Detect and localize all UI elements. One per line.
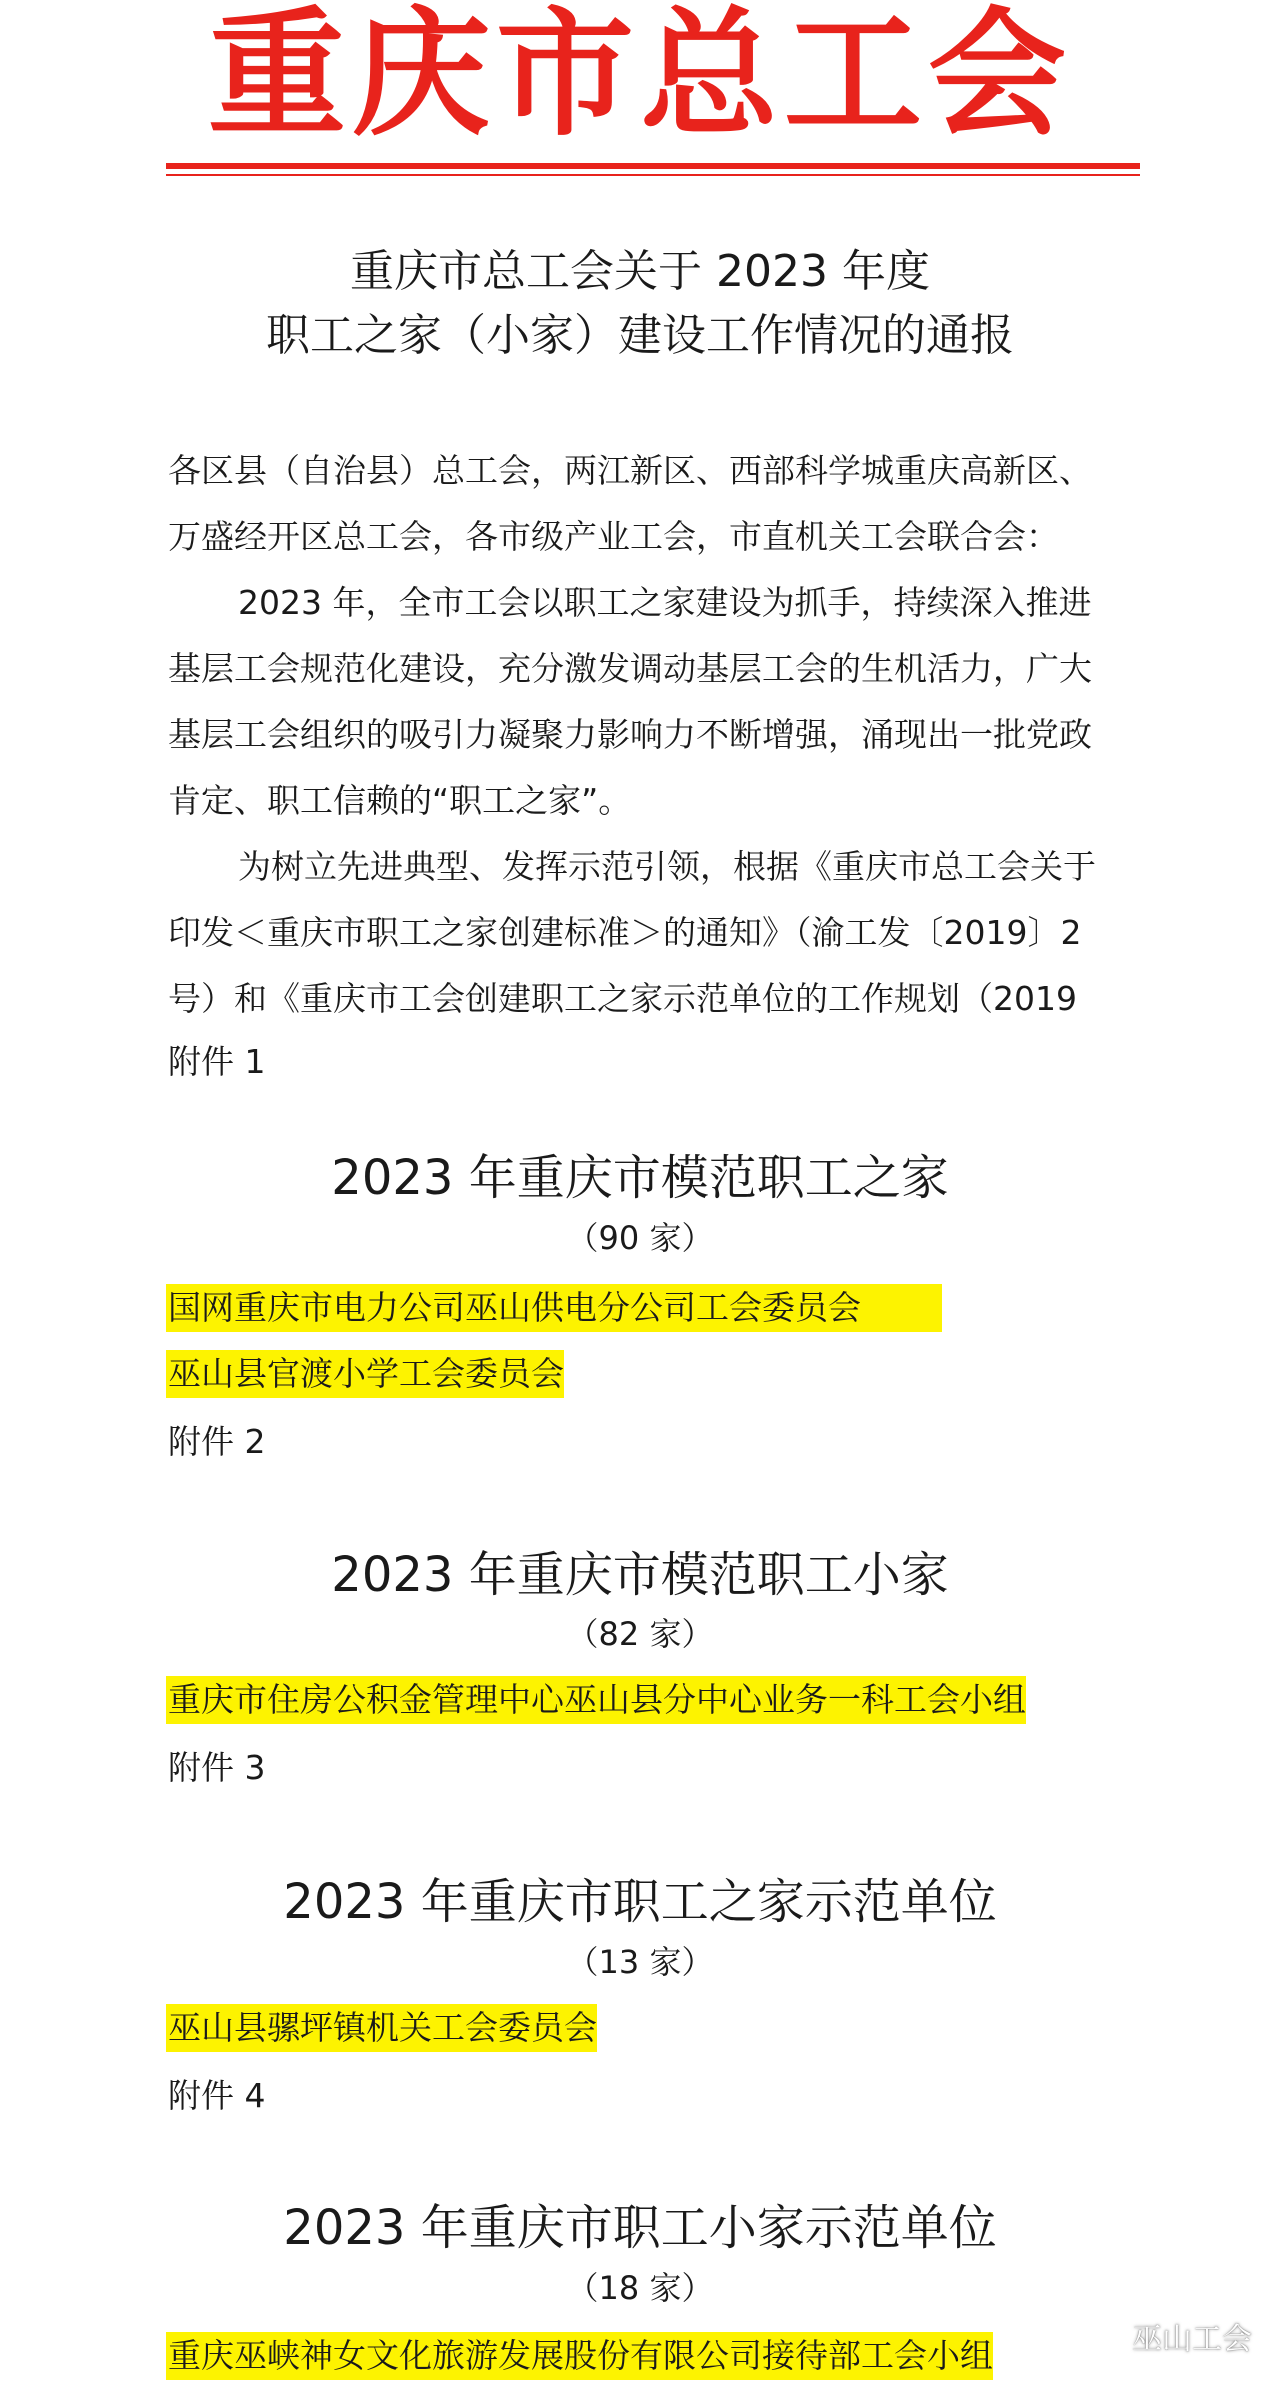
masthead [0,0,1280,180]
annex-heading: 2023 年重庆市模范职工之家 [331,1150,949,1206]
masthead-org-name: 重庆市总工会 [207,0,1072,155]
body-line: 肯定、职工信赖的“职工之家”。 [168,781,632,820]
annex-count: （90 家） [566,1219,714,1257]
body-line: 2023 年，全市工会以职工之家建设为抓手，持续深入推进 [238,583,1092,622]
wechat-icon [1084,2319,1124,2353]
body-line: 万盛经开区总工会，各市级产业工会，市直机关工会联合会： [168,517,1059,556]
body-line: 各区县（自治县）总工会，两江新区、西部科学城重庆高新区、 [168,451,1092,490]
body-line: 基层工会组织的吸引力凝聚力影响力不断增强，涌现出一批党政 [168,715,1092,754]
highlighted-unit: 重庆市住房公积金管理中心巫山县分中心业务一科工会小组 [166,1676,1026,1724]
highlighted-unit: 巫山县骡坪镇机关工会委员会 [166,2004,597,2052]
annex-label: 附件 1 [168,1042,266,1081]
body-line: 印发＜重庆市职工之家创建标准＞的通知》（渝工发〔2019〕2 [168,913,1082,952]
annex-heading: 2023 年重庆市模范职工小家 [331,1547,949,1603]
masthead-rule-thin [166,174,1140,176]
doc-title-line1: 重庆市总工会关于 2023 年度 [350,246,930,297]
annex-heading: 2023 年重庆市职工之家示范单位 [283,1874,997,1930]
annex-label: 附件 2 [168,1422,266,1461]
annex-count: （13 家） [566,1943,714,1981]
annex-heading: 2023 年重庆市职工小家示范单位 [283,2200,997,2256]
highlighted-unit: 巫山县官渡小学工会委员会 [166,1350,564,1398]
annex-count: （18 家） [566,2269,714,2307]
highlighted-unit: 国网重庆市电力公司巫山供电分公司工会委员会 [166,1284,942,1332]
annex-label: 附件 4 [168,2076,266,2115]
body-line: 为树立先进典型、发挥示范引领，根据《重庆市总工会关于 [238,847,1096,886]
doc-title-line2: 职工之家（小家）建设工作情况的通报 [266,310,1014,361]
annex-label: 附件 3 [168,1748,266,1787]
account-watermark [1084,2314,1252,2358]
body-line: 号）和《重庆市工会创建职工之家示范单位的工作规划（2019 [168,979,1077,1018]
masthead-rule-thick [166,163,1140,169]
highlighted-unit: 重庆巫峡神女文化旅游发展股份有限公司接待部工会小组 [166,2332,993,2380]
annex-count: （82 家） [566,1615,714,1653]
watermark-text: 巫山工会 [1132,2322,1252,2357]
body-line: 基层工会规范化建设，充分激发调动基层工会的生机活力，广大 [168,649,1092,688]
